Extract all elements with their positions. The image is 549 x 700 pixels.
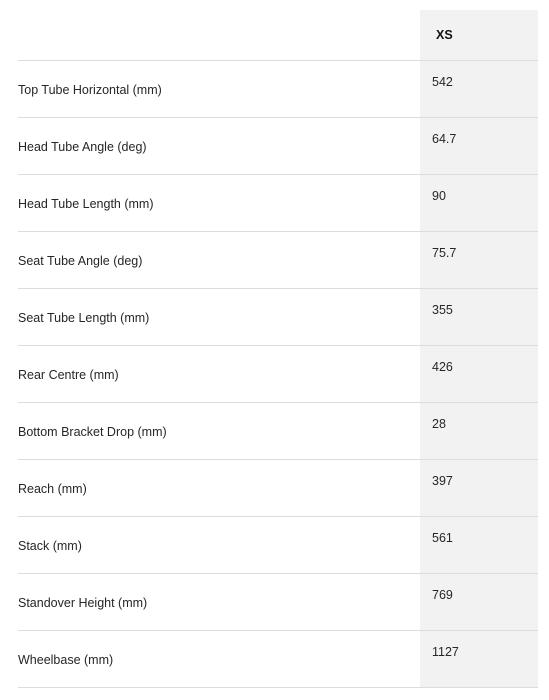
geometry-table [18,10,538,688]
table-row [18,232,538,289]
row-label: Rear Centre (mm) [18,368,119,382]
row-label: Standover Height (mm) [18,596,148,610]
row-value: 561 [420,517,538,573]
row-label: Seat Tube Length (mm) [18,311,150,325]
row-value: 90 [420,175,538,231]
table-header-row [18,10,538,61]
table-row [18,403,538,460]
row-label: Top Tube Horizontal (mm) [18,83,162,97]
size-header-xs: XS [420,10,538,60]
row-value: 1127 [420,631,538,687]
row-value: 355 [420,289,538,345]
table-row [18,289,538,346]
table-row [18,517,538,574]
table-row [18,460,538,517]
header-label-cell [18,10,420,60]
table-row [18,118,538,175]
row-value: 64.7 [420,118,538,174]
row-value: 28 [420,403,538,459]
row-label: Bottom Bracket Drop (mm) [18,425,167,439]
table-row [18,175,538,232]
row-label: Wheelbase (mm) [18,653,114,667]
table-row [18,346,538,403]
row-label: Seat Tube Angle (deg) [18,254,143,268]
row-value: 542 [420,61,538,117]
table-row [18,631,538,688]
row-label: Head Tube Angle (deg) [18,140,147,154]
row-label: Head Tube Length (mm) [18,197,154,211]
table-row [18,574,538,631]
row-label: Reach (mm) [18,482,87,496]
row-value: 397 [420,460,538,516]
row-value: 75.7 [420,232,538,288]
table-row [18,61,538,118]
row-label: Stack (mm) [18,539,82,553]
row-value: 769 [420,574,538,630]
row-value: 426 [420,346,538,402]
